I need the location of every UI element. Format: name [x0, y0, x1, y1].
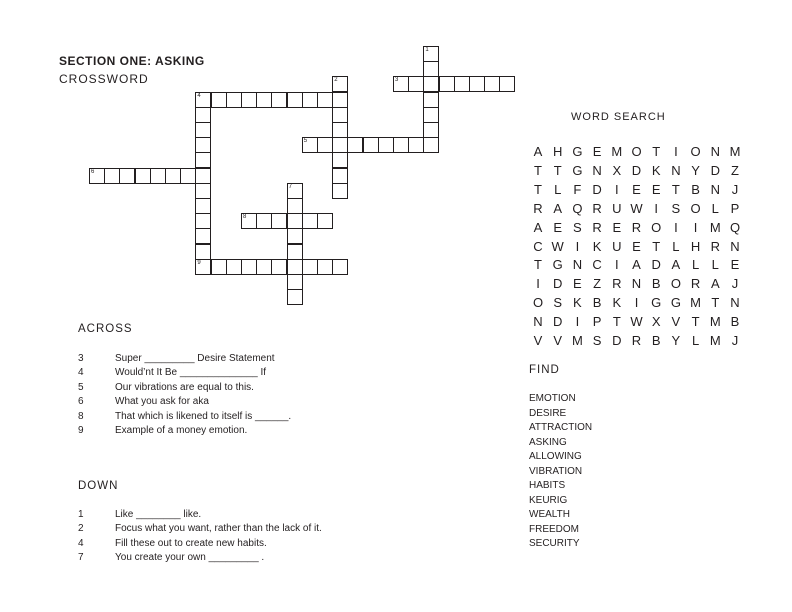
- crossword-cell[interactable]: [241, 259, 257, 275]
- find-word: ATTRACTION: [529, 422, 593, 433]
- word-search-letter[interactable]: W: [630, 200, 643, 216]
- word-search-letter[interactable]: I: [674, 219, 678, 235]
- word-search-letter[interactable]: G: [572, 162, 583, 178]
- find-heading: FIND: [529, 364, 560, 376]
- crossword-cell[interactable]: [195, 244, 211, 260]
- word-search-letter[interactable]: R: [592, 219, 602, 235]
- word-search-letter[interactable]: E: [730, 257, 740, 273]
- word-search-letter[interactable]: N: [730, 238, 740, 254]
- word-search-letter[interactable]: F: [573, 181, 582, 197]
- word-search-letter[interactable]: G: [670, 295, 681, 311]
- crossword-cell[interactable]: [423, 92, 439, 108]
- word-search-letter[interactable]: I: [614, 257, 619, 273]
- clue-number: 5: [303, 138, 308, 145]
- crossword-cell[interactable]: [195, 122, 211, 138]
- word-search-letter[interactable]: E: [651, 181, 661, 197]
- crossword-cell[interactable]: [332, 122, 348, 138]
- across-heading: ACROSS: [78, 323, 133, 335]
- find-word: WEALTH: [529, 509, 570, 520]
- crossword-cell[interactable]: [423, 107, 439, 123]
- crossword-cell[interactable]: [302, 137, 318, 153]
- crossword-cell[interactable]: [195, 259, 211, 275]
- clue-text: Example of a money emotion.: [115, 425, 248, 436]
- word-search-letter[interactable]: I: [693, 219, 698, 235]
- crossword-cell[interactable]: [332, 76, 348, 92]
- crossword-cell[interactable]: [378, 137, 394, 153]
- crossword-cell[interactable]: [332, 137, 348, 153]
- word-search-letter[interactable]: A: [533, 219, 543, 235]
- word-search-letter[interactable]: H: [552, 144, 563, 159]
- word-search-letter[interactable]: N: [710, 144, 720, 159]
- clue-text: What you ask for aka: [115, 396, 209, 408]
- word-search-letter[interactable]: T: [534, 162, 542, 178]
- word-search-letter[interactable]: T: [691, 314, 700, 330]
- word-search-letter[interactable]: S: [671, 200, 681, 216]
- clue-number: 8: [243, 214, 247, 221]
- crossword-cell[interactable]: [408, 76, 424, 92]
- crossword-cell[interactable]: [241, 92, 257, 108]
- crossword-cell[interactable]: [499, 76, 515, 92]
- word-search-letter[interactable]: K: [612, 295, 622, 311]
- word-search-letter[interactable]: E: [612, 219, 622, 235]
- crossword-cell[interactable]: [393, 76, 409, 92]
- word-search-letter[interactable]: T: [553, 162, 562, 178]
- crossword-cell[interactable]: [287, 92, 303, 108]
- word-search-letter[interactable]: B: [730, 314, 740, 330]
- word-search-letter[interactable]: D: [651, 257, 661, 273]
- crossword-cell[interactable]: [317, 92, 333, 108]
- crossword-cell[interactable]: [271, 259, 287, 275]
- clue-number: 9: [197, 259, 201, 266]
- crossword-cell[interactable]: [287, 228, 303, 244]
- word-search-letter[interactable]: A: [710, 276, 720, 292]
- crossword-cell[interactable]: [119, 168, 135, 184]
- word-search-letter[interactable]: P: [592, 314, 602, 330]
- word-search-letter[interactable]: S: [573, 219, 582, 235]
- word-search-letter[interactable]: G: [572, 144, 583, 159]
- clue-text: Focus what you want, rather than the lack of it.: [115, 523, 322, 535]
- word-search-letter[interactable]: C: [533, 238, 543, 254]
- crossword-cell[interactable]: [195, 213, 211, 229]
- word-search-letter[interactable]: X: [612, 162, 622, 178]
- clue-number: 4: [78, 367, 84, 379]
- find-word: FREEDOM: [529, 523, 579, 535]
- crossword-cell[interactable]: [287, 198, 303, 214]
- word-search-letter[interactable]: Y: [691, 162, 700, 178]
- word-search-letter[interactable]: J: [731, 333, 739, 348]
- crossword-cell[interactable]: [165, 168, 181, 184]
- crossword-cell[interactable]: [271, 92, 287, 108]
- crossword-cell[interactable]: [256, 213, 272, 229]
- clue-number: 1: [78, 509, 84, 520]
- word-search-letter[interactable]: Y: [671, 333, 681, 348]
- word-search-letter[interactable]: M: [709, 333, 721, 348]
- find-word: KEURIG: [529, 494, 568, 506]
- find-word: DESIRE: [529, 407, 567, 419]
- word-search-letter[interactable]: R: [612, 276, 622, 292]
- word-search-letter[interactable]: Z: [593, 276, 602, 292]
- word-search-letter[interactable]: R: [592, 200, 602, 216]
- crossword-cell[interactable]: [241, 213, 257, 229]
- crossword-cell[interactable]: [180, 168, 196, 184]
- word-search-letter[interactable]: E: [632, 181, 641, 197]
- word-search-title: WORD SEARCH: [571, 111, 666, 123]
- word-search-letter[interactable]: R: [631, 333, 642, 348]
- crossword-cell[interactable]: [423, 46, 439, 62]
- clue-number: 4: [197, 92, 201, 99]
- crossword-cell[interactable]: [332, 107, 348, 123]
- word-search-letter[interactable]: I: [674, 144, 678, 159]
- word-search-letter[interactable]: R: [631, 219, 642, 235]
- clue-number: 3: [395, 77, 399, 84]
- crossword-cell[interactable]: [454, 76, 470, 92]
- clue-number: 2: [334, 77, 338, 84]
- crossword-cell[interactable]: [226, 259, 242, 275]
- word-search-letter[interactable]: T: [534, 257, 542, 273]
- word-search-letter[interactable]: Q: [572, 200, 583, 216]
- crossword-cell[interactable]: [287, 213, 303, 229]
- crossword-cell[interactable]: [287, 183, 303, 199]
- crossword-cell[interactable]: [439, 76, 455, 92]
- crossword-cell[interactable]: [317, 213, 333, 229]
- word-search-letter[interactable]: A: [671, 257, 681, 273]
- word-search-letter[interactable]: B: [592, 295, 602, 311]
- crossword-cell[interactable]: [347, 137, 363, 153]
- word-search-letter[interactable]: L: [711, 200, 719, 216]
- word-search-letter[interactable]: D: [710, 162, 720, 178]
- word-search-letter[interactable]: Q: [729, 219, 741, 235]
- word-search-letter[interactable]: M: [571, 333, 583, 348]
- page-subtitle: CROSSWORD: [59, 72, 149, 86]
- word-search-letter[interactable]: S: [592, 333, 602, 348]
- crossword-cell[interactable]: [287, 244, 303, 260]
- word-search-letter[interactable]: R: [533, 200, 543, 216]
- crossword-cell[interactable]: [135, 168, 151, 184]
- crossword-cell[interactable]: [332, 183, 348, 199]
- crossword-cell[interactable]: [287, 259, 303, 275]
- crossword-cell[interactable]: [287, 274, 303, 290]
- clue-number: 6: [78, 396, 84, 408]
- crossword-cell[interactable]: [332, 168, 348, 184]
- clue-number: 2: [78, 523, 84, 535]
- word-search-letter[interactable]: A: [632, 257, 641, 273]
- crossword-cell[interactable]: [150, 168, 166, 184]
- word-search-letter[interactable]: I: [614, 181, 619, 197]
- word-search-letter[interactable]: H: [690, 238, 701, 254]
- crossword-cell[interactable]: [226, 92, 242, 108]
- crossword-cell[interactable]: [317, 259, 333, 275]
- word-search-letter[interactable]: B: [651, 276, 661, 292]
- clue-number: 9: [78, 425, 84, 436]
- word-search-letter[interactable]: J: [731, 276, 739, 292]
- word-search-letter[interactable]: A: [533, 144, 543, 159]
- crossword-cell[interactable]: [408, 137, 424, 153]
- word-search-letter[interactable]: D: [612, 333, 622, 348]
- find-word: HABITS: [529, 480, 566, 491]
- word-search-letter[interactable]: T: [534, 181, 542, 197]
- word-search-letter[interactable]: O: [670, 276, 681, 292]
- crossword-cell[interactable]: [423, 76, 439, 92]
- crossword-cell[interactable]: [195, 183, 211, 199]
- word-search-letter[interactable]: L: [672, 238, 680, 254]
- word-search-letter[interactable]: W: [630, 314, 643, 330]
- word-search-letter[interactable]: U: [612, 200, 622, 216]
- crossword-cell[interactable]: [195, 107, 211, 123]
- crossword-cell[interactable]: [89, 168, 105, 184]
- word-search-letter[interactable]: G: [552, 257, 563, 273]
- crossword-cell[interactable]: [469, 76, 485, 92]
- page-title: SECTION ONE: ASKING: [59, 54, 205, 68]
- crossword-cell[interactable]: [423, 122, 439, 138]
- crossword-cell[interactable]: [195, 152, 211, 168]
- word-search-letter[interactable]: M: [611, 144, 623, 159]
- word-search-letter[interactable]: V: [533, 333, 543, 348]
- crossword-cell[interactable]: [195, 228, 211, 244]
- clue-number: 7: [288, 183, 292, 190]
- word-search-letter[interactable]: L: [691, 333, 700, 348]
- word-search-letter[interactable]: I: [536, 276, 540, 292]
- clue-text: Super _________ Desire Statement: [115, 353, 275, 364]
- word-search-letter[interactable]: W: [551, 238, 564, 254]
- find-word: SECURITY: [529, 538, 580, 549]
- crossword-cell[interactable]: [423, 137, 439, 153]
- word-search-letter[interactable]: U: [612, 238, 622, 254]
- word-search-letter[interactable]: T: [612, 314, 621, 330]
- word-search-letter[interactable]: I: [575, 314, 580, 330]
- word-search-letter[interactable]: L: [691, 257, 700, 273]
- word-search-letter[interactable]: N: [572, 257, 583, 273]
- crossword-cell[interactable]: [195, 137, 211, 153]
- word-search-letter[interactable]: O: [690, 200, 701, 216]
- word-search-letter[interactable]: B: [691, 181, 700, 197]
- word-search-letter[interactable]: V: [553, 333, 563, 348]
- crossword-cell[interactable]: [195, 92, 211, 108]
- crossword-cell[interactable]: [211, 92, 227, 108]
- crossword-cell[interactable]: [256, 92, 272, 108]
- clue-number: 5: [78, 381, 84, 393]
- word-search-letter[interactable]: I: [575, 238, 580, 254]
- crossword-cell[interactable]: [195, 168, 211, 184]
- word-search-letter[interactable]: D: [592, 181, 602, 197]
- clue-number: 1: [425, 47, 429, 53]
- find-word: ALLOWING: [529, 451, 582, 462]
- word-search-letter[interactable]: M: [709, 314, 721, 330]
- word-search-letter[interactable]: T: [652, 144, 661, 159]
- word-search-letter[interactable]: S: [553, 295, 563, 311]
- word-search-letter[interactable]: J: [731, 181, 739, 197]
- crossword-cell[interactable]: [195, 198, 211, 214]
- word-search-letter[interactable]: N: [730, 295, 740, 311]
- crossword-cell[interactable]: [302, 92, 318, 108]
- word-search-letter[interactable]: O: [690, 144, 701, 159]
- word-search-letter[interactable]: N: [592, 162, 602, 178]
- word-search-letter[interactable]: P: [730, 200, 740, 216]
- word-search-letter[interactable]: O: [532, 295, 544, 311]
- crossword-cell[interactable]: [484, 76, 500, 92]
- word-search-letter[interactable]: N: [533, 314, 543, 330]
- word-search-letter[interactable]: C: [592, 257, 602, 273]
- word-search-letter[interactable]: R: [690, 276, 701, 292]
- word-search-letter[interactable]: N: [631, 276, 642, 292]
- word-search-letter[interactable]: G: [651, 295, 662, 311]
- word-search-letter[interactable]: M: [690, 295, 702, 311]
- crossword-cell[interactable]: [423, 61, 439, 77]
- word-search-letter[interactable]: K: [651, 162, 661, 178]
- crossword-cell[interactable]: [211, 259, 227, 275]
- crossword-cell[interactable]: [104, 168, 120, 184]
- word-search-letter[interactable]: N: [710, 181, 720, 197]
- crossword-cell[interactable]: [302, 259, 318, 275]
- crossword-cell[interactable]: [302, 213, 318, 229]
- word-search-letter[interactable]: K: [573, 295, 582, 311]
- word-search-letter[interactable]: M: [709, 219, 721, 235]
- word-search-letter[interactable]: D: [631, 162, 642, 178]
- word-search-letter[interactable]: E: [553, 219, 563, 235]
- clue-number: 3: [78, 353, 84, 364]
- word-search-letter[interactable]: E: [632, 238, 641, 254]
- clue-number: 4: [78, 537, 84, 549]
- crossword-cell[interactable]: [332, 152, 348, 168]
- word-search-letter[interactable]: X: [651, 314, 661, 330]
- word-search-letter[interactable]: D: [552, 276, 563, 292]
- clue-number: 8: [78, 410, 84, 422]
- down-heading: DOWN: [78, 480, 119, 492]
- word-search-letter[interactable]: O: [651, 219, 662, 235]
- crossword-cell[interactable]: [256, 259, 272, 275]
- word-search-letter[interactable]: I: [654, 200, 658, 216]
- clue-number: 6: [91, 168, 95, 175]
- word-search-letter[interactable]: E: [592, 144, 602, 159]
- crossword-cell[interactable]: [317, 137, 333, 153]
- word-search-letter[interactable]: L: [711, 257, 719, 273]
- crossword-cell[interactable]: [271, 213, 287, 229]
- find-word: EMOTION: [529, 393, 576, 404]
- word-search-letter[interactable]: T: [711, 295, 720, 311]
- crossword-cell[interactable]: [363, 137, 379, 153]
- clue-text: Fill these out to create new habits.: [115, 537, 267, 549]
- word-search-letter[interactable]: N: [671, 162, 681, 178]
- word-search-letter[interactable]: V: [671, 314, 681, 330]
- word-search-letter[interactable]: A: [553, 200, 563, 216]
- clue-text: You create your own _________ .: [115, 552, 265, 564]
- clue-text: Our vibrations are equal to this.: [115, 381, 254, 393]
- word-search-letter[interactable]: Z: [731, 162, 739, 178]
- crossword-cell[interactable]: [332, 259, 348, 275]
- word-search-letter[interactable]: O: [631, 144, 642, 159]
- word-search-letter[interactable]: T: [671, 181, 680, 197]
- clue-text: Would’nt It Be ______________ If: [115, 367, 267, 379]
- clue-text: Like ________ like.: [115, 509, 202, 520]
- word-search-letter[interactable]: K: [592, 238, 602, 254]
- word-search-letter[interactable]: B: [651, 333, 661, 348]
- word-search-letter[interactable]: E: [573, 276, 582, 292]
- word-search-letter[interactable]: I: [634, 295, 639, 311]
- word-search-letter[interactable]: M: [729, 144, 741, 159]
- word-search-letter[interactable]: T: [652, 238, 661, 254]
- find-word: ASKING: [529, 436, 567, 448]
- word-search-letter[interactable]: L: [554, 181, 562, 197]
- clue-number: 7: [78, 552, 84, 564]
- clue-text: That which is likened to itself is ______.: [115, 410, 292, 422]
- word-search-letter[interactable]: R: [710, 238, 720, 254]
- crossword-cell[interactable]: [287, 289, 303, 305]
- crossword-cell[interactable]: [332, 92, 348, 108]
- crossword-cell[interactable]: [393, 137, 409, 153]
- word-search-letter[interactable]: D: [552, 314, 563, 330]
- find-word: VIBRATION: [529, 465, 583, 477]
